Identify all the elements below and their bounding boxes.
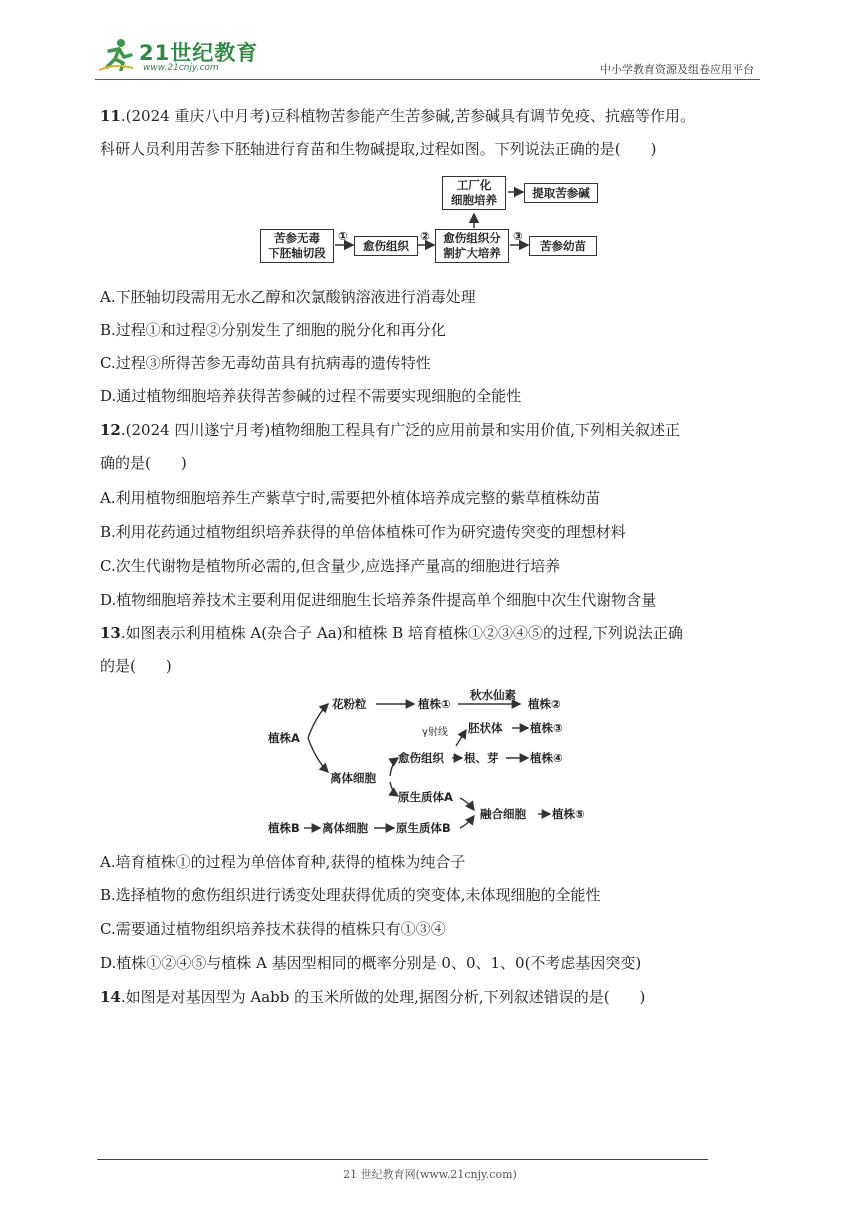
q11-option-d: D.通过植物细胞培养获得苦参碱的过程不需要实现细胞的全能性 <box>100 387 522 405</box>
q13-stem-line2: 的是( ) <box>100 657 172 675</box>
q13-option-b: B.选择植物的愈伤组织进行诱变处理获得优质的突变体,未体现细胞的全能性 <box>100 886 601 904</box>
q13-plant-a: 植株A <box>268 731 300 745</box>
q13-plant-5: 植株⑤ <box>552 807 585 821</box>
brand-name: 21世纪教育 <box>139 41 259 65</box>
q13-colchicine: 秋水仙素 <box>470 688 516 702</box>
q13-plant-2: 植株② <box>528 697 561 711</box>
q11-text1: .(2024 重庆八中月考)豆科植物苦参能产生苦参碱,苦参碱具有调节免疫、抗癌等作用。 <box>120 107 696 125</box>
q13-protoplast-a: 原生质体A <box>398 790 453 804</box>
q13-embryoid: 胚状体 <box>468 721 503 735</box>
site-logo <box>95 35 265 75</box>
q11-stem-line2: 科研人员利用苦参下胚轴进行育苗和生物碱提取,过程如图。下列说法正确的是( ) <box>100 140 657 158</box>
q13-isolated-cell: 离体细胞 <box>330 771 376 785</box>
q11-box-factory: 工厂化 细胞培养 <box>442 176 506 210</box>
q13-option-c: C.需要通过植物组织培养技术获得的植株只有①③④ <box>100 920 446 938</box>
q11-box-seedling: 苦参幼苗 <box>529 236 597 256</box>
q13-stem-line1 <box>100 623 765 643</box>
q13-root-bud: 根、芽 <box>464 751 499 765</box>
q12-text1: .(2024 四川遂宁月考)植物细胞工程具有广泛的应用前景和实用价值,下列相关叙述正 <box>120 421 681 439</box>
runner-logo-icon <box>97 37 135 71</box>
q11-step1: ① <box>338 229 348 243</box>
q14-text1: .如图是对基因型为 Aabb 的玉米所做的处理,据图分析,下列叙述错误的是( ) <box>120 988 646 1006</box>
q12-option-a: A.利用植物细胞培养生产紫草宁时,需要把外植体培养成完整的紫草植株幼苗 <box>100 489 601 507</box>
q12-option-c: C.次生代谢物是植物所必需的,但含量少,应选择产量高的细胞进行培养 <box>100 557 561 575</box>
q13-plant-b: 植株B <box>268 821 300 835</box>
q14-number: 14 <box>100 988 121 1006</box>
q13-text1: .如图表示利用植株 A(杂合子 Aa)和植株 B 培育植株①②③④⑤的过程,下列说法正确 <box>120 624 683 642</box>
page-header <box>95 35 760 80</box>
q11-option-b: B.过程①和过程②分别发生了细胞的脱分化和再分化 <box>100 321 446 339</box>
brand-url: www.21cnjy.com <box>143 63 219 73</box>
q11-box-expand: 愈伤组织分 割扩大培养 <box>435 229 509 263</box>
q13-option-a: A.培育植株①的过程为单倍体育种,获得的植株为纯合子 <box>100 853 466 871</box>
q12-option-d: D.植物细胞培养技术主要利用促进细胞生长培养条件提高单个细胞中次生代谢物含量 <box>100 591 657 609</box>
footer-divider <box>97 1159 708 1160</box>
q13-isolated-cell-b: 离体细胞 <box>322 821 368 835</box>
q13-number: 13 <box>100 624 121 642</box>
q13-plant-3: 植株③ <box>530 721 563 735</box>
header-tagline: 中小学教育资源及组卷应用平台 <box>600 63 754 76</box>
q11-diagram <box>258 174 600 266</box>
q13-gamma-ray: γ射线 <box>422 727 448 738</box>
q12-option-b: B.利用花药通过植物组织培养获得的单倍体植株可作为研究遗传突变的理想材料 <box>100 523 626 541</box>
q13-plant-1: 植株① <box>418 697 451 711</box>
q13-diagram <box>266 686 596 838</box>
q12-stem-line2: 确的是( ) <box>100 454 187 472</box>
q13-option-d: D.植株①②④⑤与植株 A 基因型相同的概率分别是 0、0、1、0(不考虑基因突变) <box>100 954 642 972</box>
q13-plant-4: 植株④ <box>530 751 563 765</box>
q13-fused-cell: 融合细胞 <box>480 807 526 821</box>
q12-stem-line1 <box>100 420 765 440</box>
q13-pollen: 花粉粒 <box>332 697 367 711</box>
q11-box-callus: 愈伤组织 <box>354 236 418 256</box>
q11-box-explant: 苦参无毒 下胚轴切段 <box>260 229 334 263</box>
q14-stem-line1 <box>100 987 765 1007</box>
page-footer: 21 世纪教育网(www.21cnjy.com) <box>343 1168 517 1181</box>
q11-step2: ② <box>420 229 430 243</box>
q13-callus: 愈伤组织 <box>398 751 444 765</box>
q13-protoplast-b: 原生质体B <box>396 821 451 835</box>
q11-option-c: C.过程③所得苦参无毒幼苗具有抗病毒的遗传特性 <box>100 354 431 372</box>
q12-number: 12 <box>100 421 121 439</box>
q11-box-extract: 提取苦参碱 <box>524 183 598 203</box>
q11-stem-line1 <box>100 106 765 126</box>
q11-option-a: A.下胚轴切段需用无水乙醇和次氯酸钠溶液进行消毒处理 <box>100 288 476 306</box>
q11-number: 11 <box>100 107 121 125</box>
q11-step3: ③ <box>513 229 523 243</box>
